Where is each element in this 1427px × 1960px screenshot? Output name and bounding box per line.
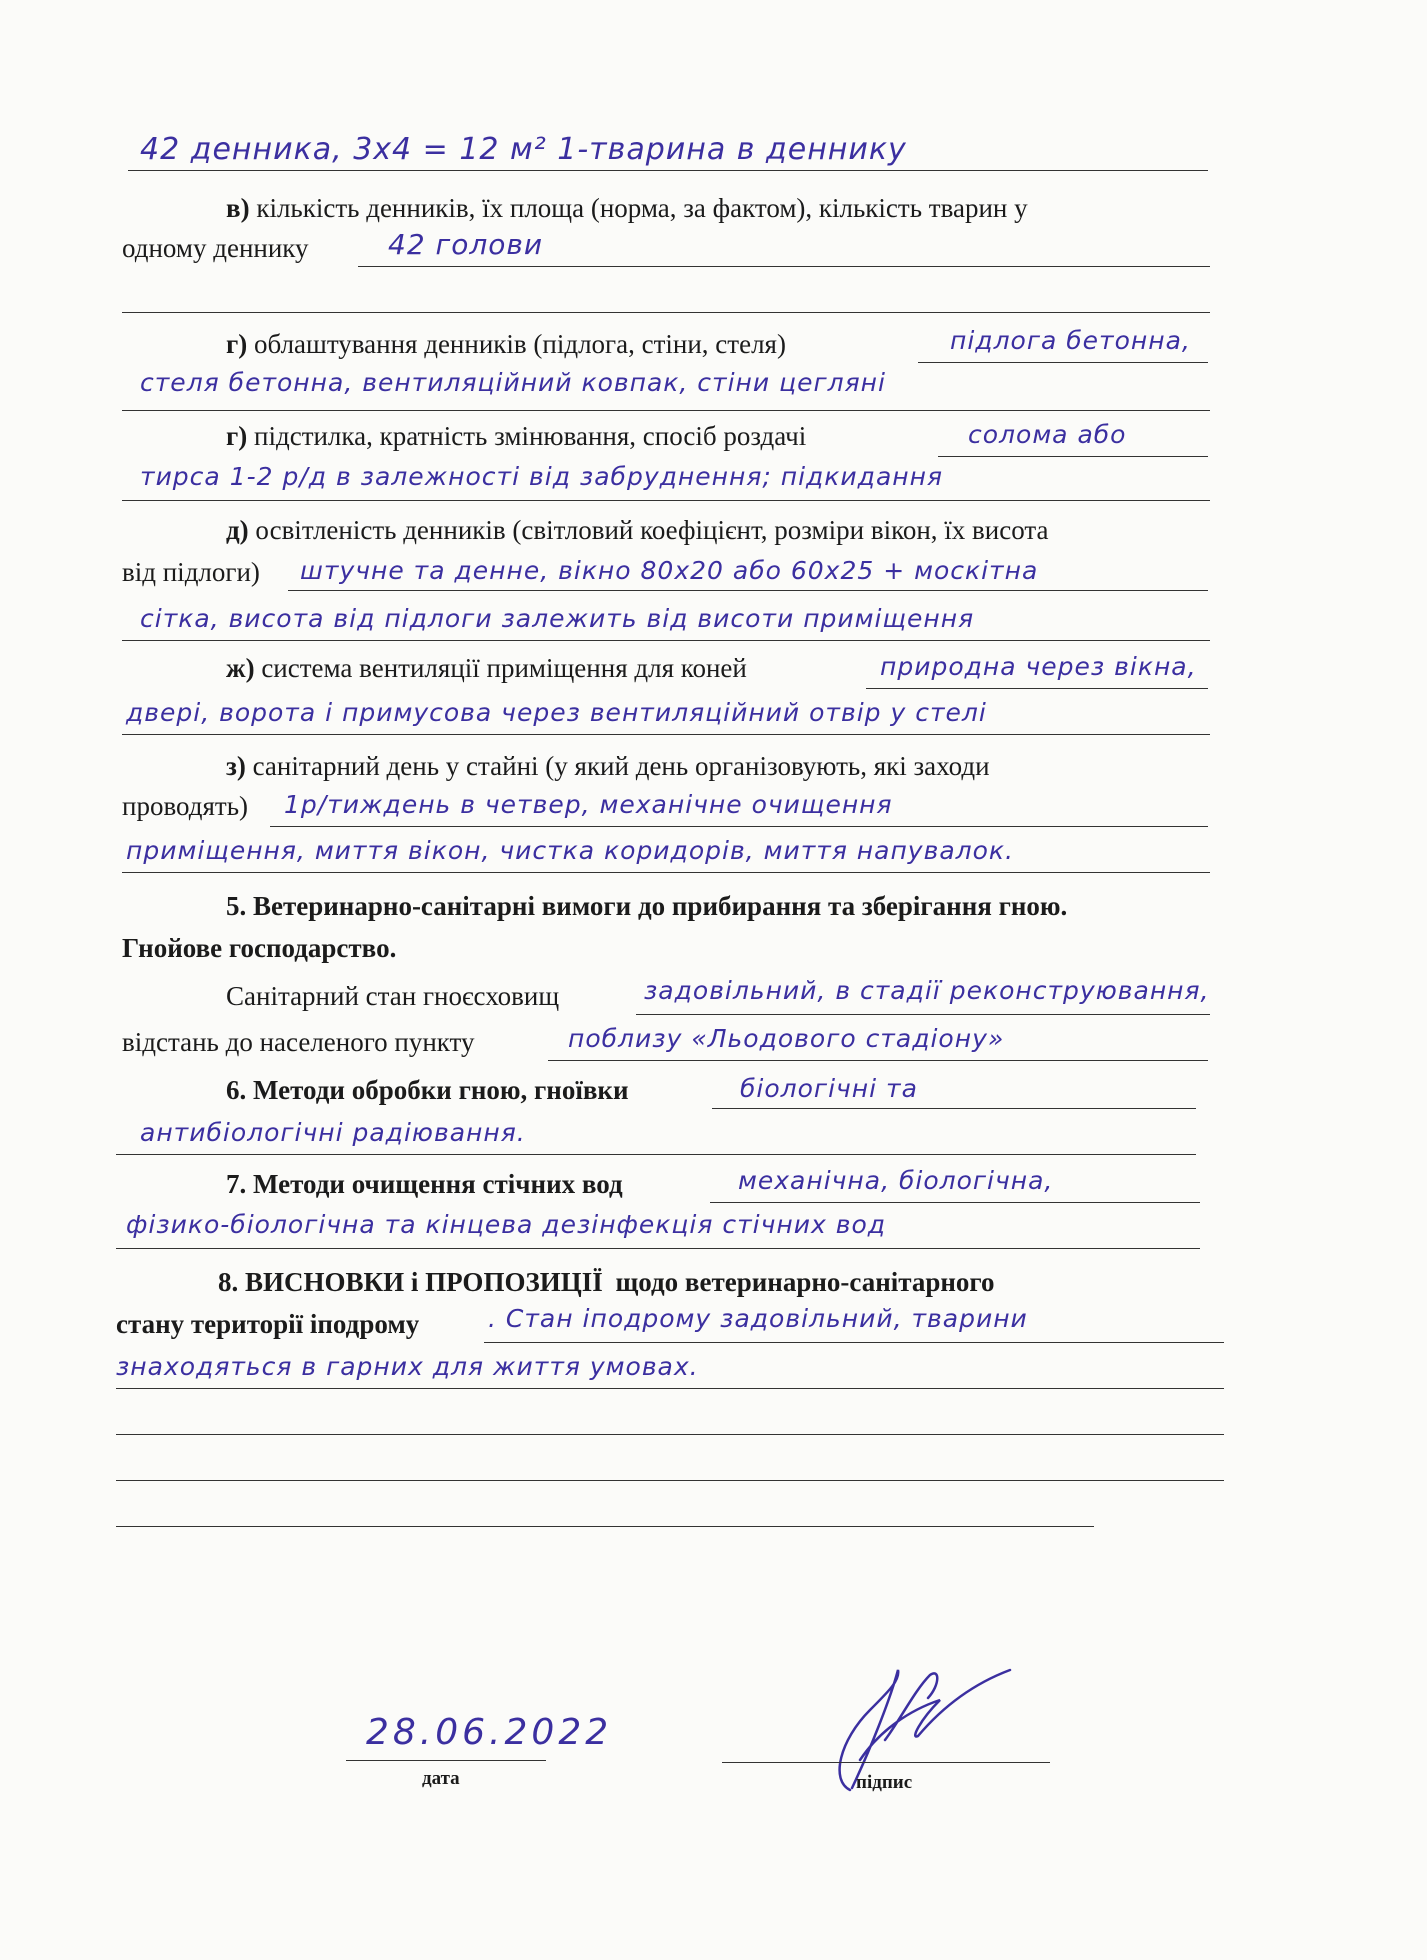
date-line	[346, 1760, 546, 1761]
answer-line	[918, 362, 1208, 363]
section-8-title-rest: щодо ветеринарно-санітарного	[615, 1267, 995, 1297]
question-text: кількість денників, їх площа (норма, за фактом), кількість тварин у	[249, 193, 1028, 223]
question-d	[226, 514, 1048, 546]
question-label: г)	[226, 421, 248, 451]
signature-caption: підпис	[856, 1772, 913, 1793]
question-s5-2: відстань до населеного пункту	[122, 1027, 475, 1057]
answer-line	[938, 456, 1208, 457]
date-caption: дата	[422, 1768, 460, 1789]
question-label: д)	[226, 515, 249, 545]
handwritten-answer: задовільний, в стадії реконструювання,	[644, 976, 1210, 1005]
answer-line	[866, 688, 1208, 689]
section-5-subtitle: Гнойове господарство.	[122, 933, 397, 963]
handwritten-answer: природна через вікна,	[880, 652, 1197, 681]
answer-line	[116, 1248, 1200, 1249]
question-z	[226, 750, 990, 782]
handwritten-answer: тирса 1-2 р/д в залежності від забруднення; підкидання	[140, 462, 943, 491]
handwritten-answer: антибіологічні радіювання.	[140, 1118, 526, 1147]
question-text: підстилка, кратність змінювання, спосіб роздачі	[247, 421, 807, 451]
handwritten-answer: 42 денника, 3х4 = 12 м² 1-тварина в деннику	[140, 132, 907, 167]
handwritten-answer: двері, ворота і примусова через вентиляційний отвір у стелі	[126, 698, 987, 727]
answer-line	[116, 1388, 1224, 1389]
answer-line	[712, 1108, 1196, 1109]
handwritten-answer: 1р/тиждень в четвер, механічне очищення	[284, 790, 893, 819]
answer-line	[288, 590, 1208, 591]
question-text: система вентиляції приміщення для коней	[254, 653, 747, 683]
answer-line	[116, 1480, 1224, 1481]
question-v-cont: одному деннику	[122, 233, 309, 263]
question-s5-1: Санітарний стан гноєсховищ	[226, 981, 560, 1011]
question-v	[226, 192, 1028, 224]
question-label: ж)	[226, 653, 255, 683]
question-label: в)	[226, 193, 250, 223]
section-8-title-cont: стану території іподрому	[116, 1309, 420, 1339]
question-text: освітленість денників (світловий коефіцієнт, розміри вікон, їх висота	[248, 515, 1049, 545]
handwritten-answer: підлога бетонна,	[950, 326, 1191, 355]
answer-line	[358, 266, 1210, 267]
question-g1	[226, 328, 786, 360]
answer-line	[116, 1154, 1196, 1155]
handwritten-answer: 42 голови	[388, 228, 544, 261]
handwritten-answer: фізико-біологічна та кінцева дезінфекція стічних вод	[126, 1210, 887, 1239]
question-d-cont: від підлоги)	[122, 557, 260, 587]
handwritten-answer: знаходяться в гарних для життя умовах.	[116, 1352, 699, 1381]
section-6-title: 6. Методи обробки гною, гноївки	[226, 1075, 629, 1105]
answer-line	[270, 826, 1208, 827]
answer-line	[484, 1342, 1224, 1343]
answer-line	[122, 500, 1210, 501]
answer-line	[116, 1526, 1094, 1527]
handwritten-answer: сітка, висота від підлоги залежить від висоти приміщення	[140, 604, 975, 633]
signature-line	[722, 1762, 1050, 1763]
answer-line	[122, 410, 1210, 411]
question-g2	[226, 420, 806, 452]
answer-line	[710, 1202, 1200, 1203]
answer-line	[128, 170, 1208, 171]
question-zh	[226, 652, 747, 684]
handwritten-answer: штучне та денне, вікно 80х20 або 60х25 + москітна	[300, 556, 1039, 585]
handwritten-answer: біологічні та	[740, 1074, 918, 1103]
answer-line	[122, 872, 1210, 873]
handwritten-answer: солома або	[968, 420, 1127, 449]
answer-line	[122, 640, 1210, 641]
answer-line	[122, 312, 1210, 313]
section-5-title: 5. Ветеринарно-санітарні вимоги до прибирання та зберігання гною.	[226, 891, 1068, 921]
handwritten-answer: . Стан іподрому задовільний, тварини	[488, 1304, 1028, 1333]
answer-line	[116, 1434, 1224, 1435]
handwritten-answer: стеля бетонна, вентиляційний ковпак, стіни цегляні	[140, 368, 886, 397]
question-label: г)	[226, 329, 248, 359]
question-z-cont: проводять)	[122, 791, 248, 821]
answer-line	[548, 1060, 1208, 1061]
section-8-title-bold: 8. ВИСНОВКИ і ПРОПОЗИЦІЇ	[218, 1267, 603, 1297]
question-label: з)	[226, 751, 246, 781]
section-7-title: 7. Методи очищення стічних вод	[226, 1169, 623, 1199]
section-8-title	[218, 1266, 995, 1298]
handwritten-answer: поблизу «Льодового стадіону»	[568, 1024, 1005, 1053]
answer-line	[122, 734, 1210, 735]
question-text: санітарний день у стайні (у який день організовують, які заходи	[245, 751, 990, 781]
handwritten-answer: приміщення, миття вікон, чистка коридорів, миття напувалок.	[126, 836, 1014, 865]
answer-line	[636, 1014, 1210, 1015]
question-text: облаштування денників (підлога, стіни, стеля)	[247, 329, 786, 359]
handwritten-date: 28.06.2022	[366, 1712, 613, 1753]
handwritten-answer: механічна, біологічна,	[738, 1166, 1054, 1195]
